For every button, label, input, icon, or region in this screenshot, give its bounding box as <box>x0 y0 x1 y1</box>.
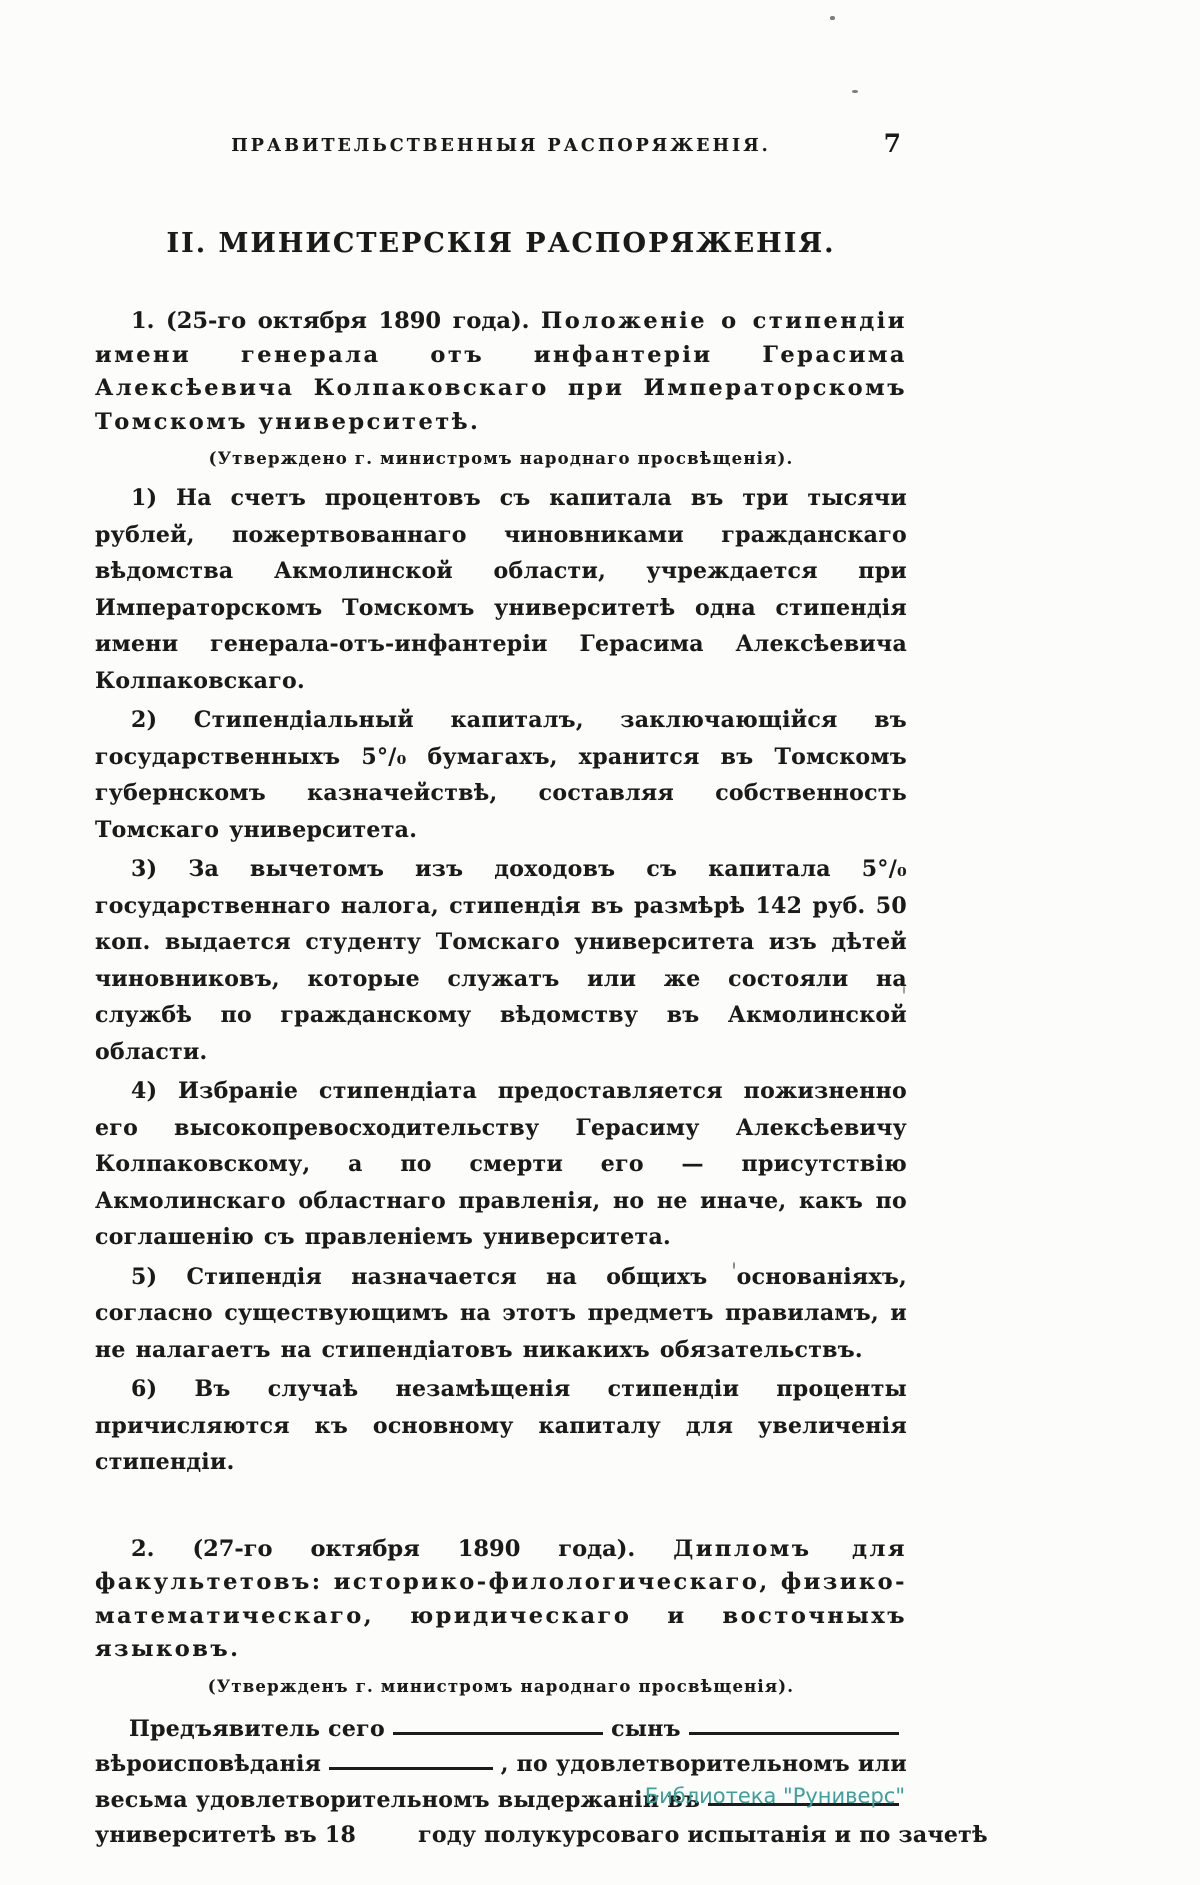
item-1-paragraph-2: 2) Стипендіальный капиталъ, заключающійся въ государственныхъ 5°/₀ бумагахъ, хранится въ Томскомъ губернскомъ казначействѣ, составляя собственность Томскаго университета. <box>95 707 907 843</box>
item-1-paragraph-4: 4) Избраніе стипендіата предоставляется пожизненно его высокопревосходительству Герасиму Алексѣевичу Колпаковскому, а по смерти его — присутствію Акмолинскаго областнаго правленія, но не иначе, какъ по соглашенію съ правленіемъ университета. <box>95 1078 907 1250</box>
scan-speck <box>852 90 858 93</box>
running-title: ПРАВИТЕЛЬСТВЕННЫЯ РАСПОРЯЖЕНІЯ. <box>231 136 771 156</box>
item-1-heading <box>95 305 907 439</box>
item-2-approval-note: (Утвержденъ г. министромъ народнаго просвѣщенія). <box>207 1676 795 1696</box>
diploma-form-line-2 <box>95 1747 907 1783</box>
form-text-exam: весьма удовлетворительномъ выдержаніи въ <box>95 1786 701 1813</box>
item-1-heading-date: 1. (25-го октября 1890 года). <box>131 308 530 334</box>
blank-rule <box>689 1732 899 1735</box>
blank-rule <box>393 1732 603 1735</box>
form-text-son: сынъ <box>611 1715 681 1742</box>
form-text-confession: вѣроисповѣданія <box>95 1751 322 1777</box>
item-1-paragraph-1: 1) На счетъ процентовъ съ капитала въ три тысячи рублей, пожертвованнаго чиновниками гражданскаго вѣдомства Акмолинской области, учреждается при Императорскомъ Томскомъ университетѣ одна стипендія имени генерала-отъ-инфантеріи Герасима Алексѣевича Колпаковскаго. <box>95 485 907 694</box>
item-1-paragraph-5: 5) Стипендія назначается на общихъ основаніяхъ, согласно существующимъ на этотъ предметъ правиламъ, и не налагаетъ на стипендіатовъ никакихъ обязательствъ. <box>95 1263 907 1363</box>
item-2-heading-title: Дипломъ для факультетовъ: историко-филологическаго, физико-математическаго, юридическаго и восточныхъ языковъ. <box>95 1535 907 1662</box>
page-content <box>95 228 988 1854</box>
running-header <box>95 129 907 168</box>
form-text-bearer: Предъявитель сего <box>129 1715 385 1742</box>
item-2-heading <box>95 1533 907 1667</box>
form-text-university-year: университетѣ въ 18 <box>95 1822 357 1848</box>
item-1-heading-title: Положеніе о стипендіи имени генерала отъ инфантеріи Герасима Алексѣевича Колпаковскаго при Императорскомъ Томскомъ университетѣ. <box>95 308 907 435</box>
library-watermark: Библиотека "Руниверс" <box>644 1784 905 1808</box>
page-number: 7 <box>883 129 901 158</box>
diploma-form-line-4 <box>95 1818 988 1854</box>
diploma-form <box>95 1712 988 1854</box>
item-2-heading-date: 2. (27-го октября 1890 года). <box>131 1535 636 1562</box>
item-1-paragraph-3: 3) За вычетомъ изъ доходовъ съ капитала 5°/₀ государственнаго налога, стипендія въ размѣрѣ 142 руб. 50 коп. выдается студенту Томскаго университета изъ дѣтей чиновниковъ, которые служатъ или же состояли на службѣ по гражданскому вѣдомству въ Акмолинской области. <box>95 856 907 1065</box>
blank-rule <box>329 1767 493 1770</box>
item-1-approval-note: (Утверждено г. министромъ народнаго просвѣщенія). <box>208 449 794 468</box>
form-text-halfcourse: году полукурсоваго испытанія и по зачетѣ <box>418 1822 988 1848</box>
form-text-satisfactory: , по удовлетворительномъ или <box>500 1751 907 1777</box>
scan-speck <box>830 16 835 20</box>
diploma-form-line-1 <box>95 1712 907 1748</box>
section-title: II. МИНИСТЕРСКІЯ РАСПОРЯЖЕНІЯ. <box>166 228 836 259</box>
item-1-paragraph-6: 6) Въ случаѣ незамѣщенія стипендіи проценты причисляются къ основному капиталу для увеличенія стипендіи. <box>95 1376 907 1475</box>
